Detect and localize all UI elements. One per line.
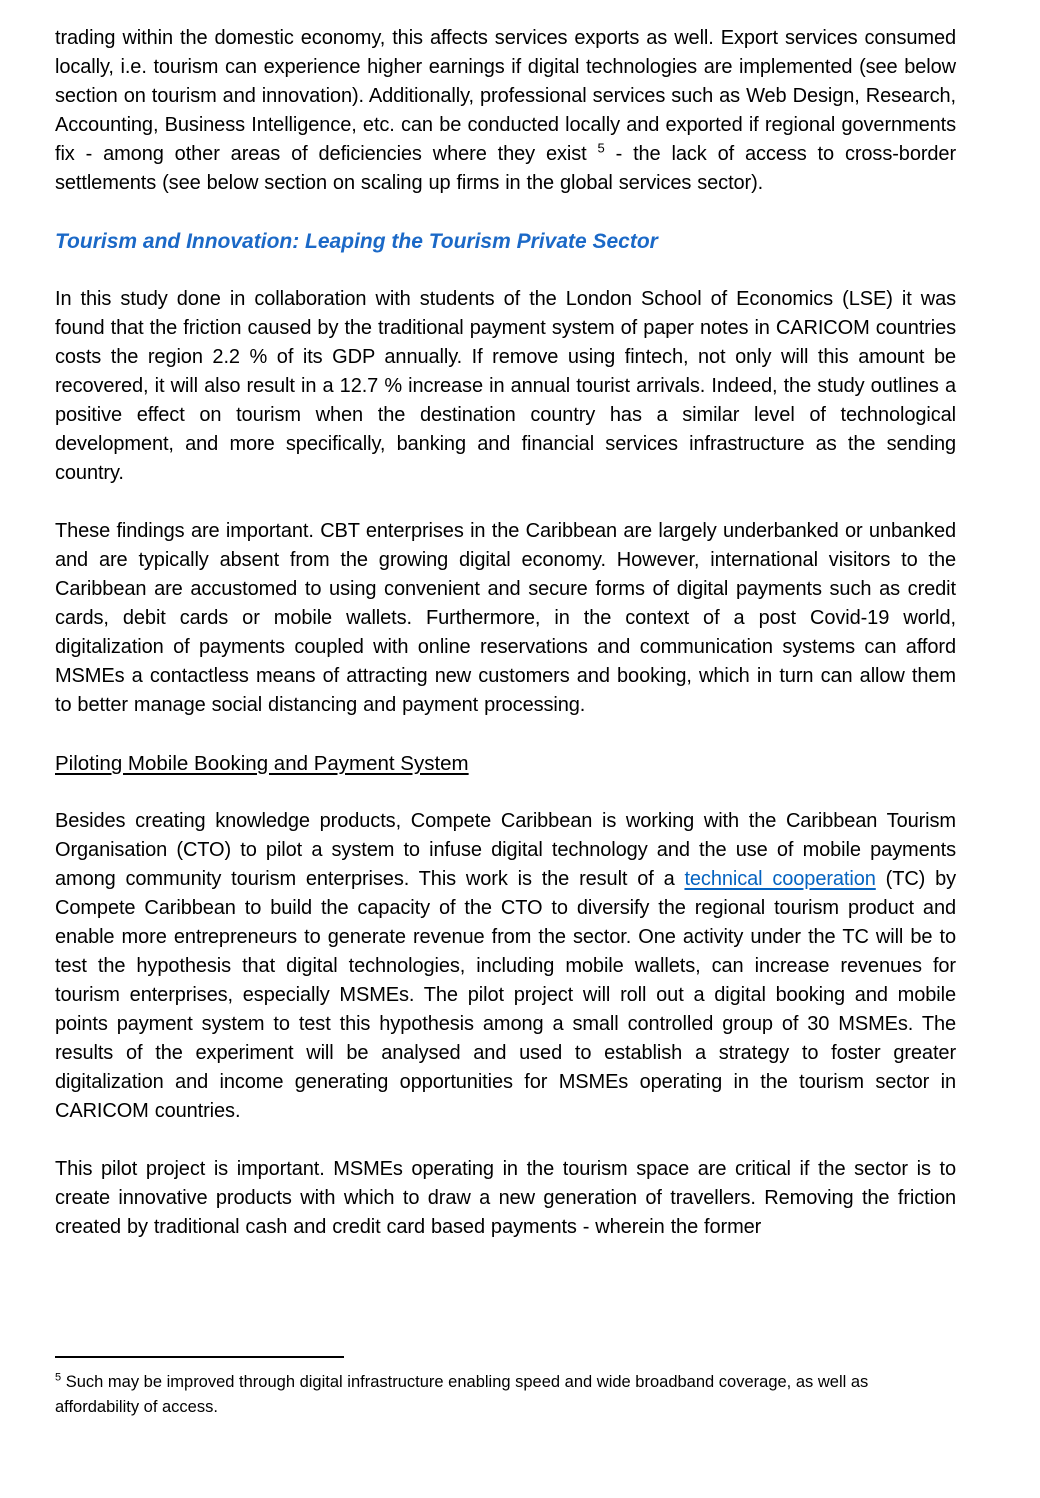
paragraph-findings-important: These findings are important. CBT enterprises in the Caribbean are largely underbanked or unbanked and are typically absent from the growing digital economy. However, international visitors to the Caribbean are accustomed to using convenient and secure forms of digital payments such as credit cards, debit cards or mobile wallets. Furthermore, in the context of a post Covid-19 world, digitalization of payments coupled with online reservations and communication systems can afford MSMEs a contactless means of attracting new customers and booking, which in turn can allow them to better manage social distancing and payment processing.: [55, 520, 956, 716]
footnote-5: [55, 1370, 956, 1420]
paragraph-pilot-system: [55, 807, 956, 1126]
paragraph-text: trading within the domestic economy, this affects services exports as well. Export services consumed locally, i.e. tourism can experience higher earnings if digital technologies are implemented (see below section on tourism and innovation). Additionally, professional services such as Web Design, Research, Accounting, Business Intelligence, etc. can be conducted locally and exported if regional governments fix - among other areas of deficiencies where they exist: [55, 27, 956, 165]
technical-cooperation-link[interactable]: technical cooperation: [684, 868, 876, 890]
paragraph-text: Besides creating knowledge products, Compete Caribbean is working with the Caribbean Tourism Organisation (CTO) to pilot a system to infuse digital technology and the use of mobile payments among community tourism enterprises. This work is the result of a: [55, 810, 956, 890]
paragraph-text: - the lack of access to cross-border settlements (see below section on scaling up firms in the global services sector).: [55, 143, 957, 194]
footnote-reference-5[interactable]: 5: [597, 140, 605, 156]
footnote-separator-rule: [55, 1356, 344, 1358]
paragraph-text: (TC) by Compete Caribbean to build the capacity of the CTO to diversify the regional tourism product and enable more entrepreneurs to generate revenue from the sector. One activity under the TC will be to test the hypothesis that digital technologies, including mobile wallets, can increase revenues for tourism enterprises, especially MSMEs. The pilot project will roll out a digital booking and mobile points payment system to test this hypothesis among a small controlled group of 30 MSMEs. The results of the experiment will be analysed and used to establish a strategy to foster greater digitalization and income generating opportunities for MSMEs operating in the tourism sector in CARICOM countries.: [55, 868, 957, 1122]
footnote-section: [55, 1356, 956, 1420]
paragraph-lse-study: In this study done in collaboration with students of the London School of Economics (LSE) it was found that the friction caused by the traditional payment system of paper notes in CARICOM countries costs the region 2.2 % of its GDP annually. If remove using fintech, not only will this amount be recovered, it will also result in a 12.7 % increase in annual tourist arrivals. Indeed, the study outlines a positive effect on tourism when the destination country has a similar level of technological development, and more specifically, banking and financial services infrastructure as the sending country.: [55, 288, 956, 484]
footnote-marker-5: 5: [55, 1371, 62, 1384]
footnote-text: Such may be improved through digital infrastructure enabling speed and wide broadband coverage, as well as affordability of access.: [55, 1373, 869, 1416]
section-heading-piloting-mobile-booking: Piloting Mobile Booking and Payment System: [55, 752, 469, 775]
paragraph-pilot-importance: This pilot project is important. MSMEs operating in the tourism space are critical if the sector is to create innovative products with which to draw a new generation of travellers. Removing the friction created by traditional cash and credit card based payments - wherein the former: [55, 1158, 956, 1238]
paragraph-services-exports: [55, 24, 956, 198]
section-heading-tourism-innovation: Tourism and Innovation: Leaping the Tourism Private Sector: [55, 230, 658, 253]
